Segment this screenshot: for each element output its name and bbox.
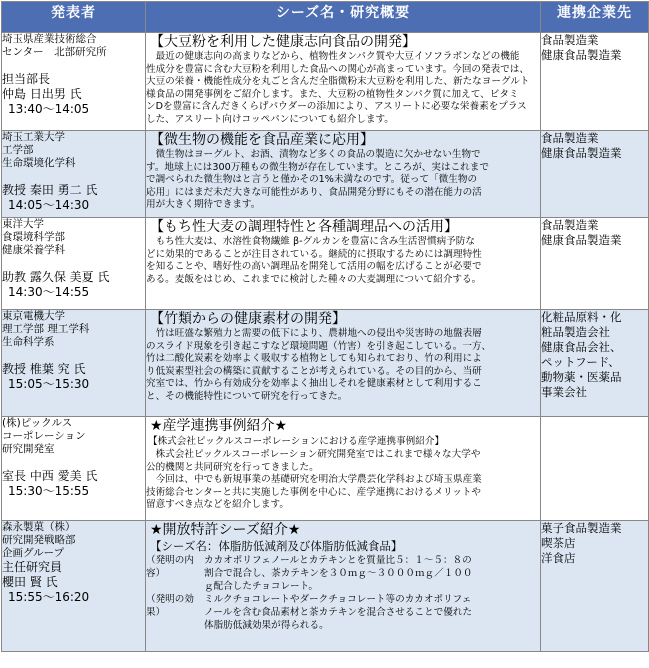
patent-content: （発明の内容） カカオポリフェノールとカテキンとを質量比５：１〜５：８の 割合で混合し、茶カテキンを３０ｍｇ〜３０００ｍｇ／１００ ｇ配合したチョコレート。 (146, 555, 473, 592)
presenter-org: センター 北部研究所 (2, 46, 107, 58)
presenter-org: (株)ピックルス (2, 417, 73, 429)
series-title: 【微生物の機能を食品産業に応用】 (150, 132, 374, 148)
company-cell: 食品製造業 健康食品製造業 (541, 218, 649, 310)
series-text: 微生物はヨーグルト、お酒、漬物など多くの食品の製造に欠かせない生物で す。地球上には300万種もの微生物が存在しています。ところが、実はこれまで で調べられた微生物はと言うと僅かその1%未満なのです。従って「微生物の 応用」にはまだ未だ大きな可能性があり、食品開発分野にもその潜在能力の活 用が大きく期待できます。 (146, 149, 489, 210)
company-cell: 食品製造業 健康食品製造業 (541, 131, 649, 218)
series-cell (146, 417, 541, 521)
presenter-role-name: 教授 椎葉 究 氏 (2, 362, 86, 376)
company-cell: 菓子食品製造業 喫茶店 洋食店 (541, 521, 649, 652)
presenter-cell (2, 417, 146, 521)
company-cell: 食品製造業 健康食品製造業 (541, 33, 649, 131)
presenter-name: 櫻田 賢 氏 (2, 575, 58, 589)
series-title: 【竹類からの健康素材の開発】 (150, 311, 346, 327)
header-presenter: 発表者 (2, 2, 146, 33)
series-text: 最近の健康志向の高まりなどから、植物性タンパク質や大豆イソフラボンなどの機能 性成分を豊富に含む大豆粉を利用した食品への関心が高まっています。今回の発表では、 大豆の栄養・機能性成分を丸ごと含んだ全脂微粉末大豆粉を利用した、新たなヨーグルト 様食品の開発事例をご紹介します。また、大豆粉の植物性タンパク質に加えて、ビタミ ンDを豊富に含んだきくらげパウダーの添加により、アスリートに必要な栄養素をプラス した、アスリート向けコッペパンについても紹介します。 (146, 51, 530, 125)
company-cell (541, 417, 649, 521)
table-row (2, 521, 649, 652)
presenter-org: コーポレーション (2, 430, 86, 442)
series-title: ★産学連携事例紹介★ (150, 418, 288, 434)
presenter-org: 食環境科学部 (2, 231, 65, 243)
series-cell (146, 218, 541, 310)
presenter-time: 13:40〜14:05 (8, 102, 90, 116)
presenter-org: 埼玉県産業技術総合 (2, 33, 97, 45)
header-series: シーズ名・研究概要 (146, 2, 541, 33)
presenter-time: 15:55〜16:20 (8, 590, 90, 604)
presenter-time: 15:05〜15:30 (8, 377, 90, 391)
table-row (2, 33, 649, 131)
presenter-role-name: 室長 中西 愛美 氏 (2, 469, 98, 483)
series-cell (146, 521, 541, 652)
presenter-time: 14:05〜14:30 (8, 198, 90, 212)
table-row (2, 417, 649, 521)
series-text: 株式会社ピックルスコーポレーション研究開発室ではこれまで様々な大学や 公的機関と共同研究を行ってきました。 今回は、中でも新規事業の基礎研究を明治大学農芸化学科および埼玉県産業 技術総合センターと共に実施した事例を中心に、産学連携におけるメリットや 留意すべき点などを紹介します。 (146, 449, 482, 510)
patent-label: （発明の内容） (146, 555, 194, 579)
table-row (2, 218, 649, 310)
patent-title: 【シーズ名：体脂肪低減剤及び体脂肪低減食品】 (150, 539, 403, 553)
seminar-schedule-table (1, 1, 649, 652)
presenter-role-name: 教授 秦田 勇二 氏 (2, 183, 98, 197)
presenter-role: 主任研究員 (2, 560, 63, 574)
series-title: 【もち性大麦の調理特性と各種調理品への活用】 (150, 219, 458, 235)
company-cell: 化粧品原料・化 粧品製造会社 健康食品会社、 ペットフード、 動物薬・医薬品 事業会社 (541, 310, 649, 417)
table-row (2, 310, 649, 417)
series-title: ★開放特許シーズ紹介★ (150, 522, 301, 538)
presenter-role-name: 助教 露久保 美夏 氏 (2, 270, 110, 284)
series-cell (146, 131, 541, 218)
presenter-org: 工学部 (2, 144, 34, 156)
presenter-cell (2, 131, 146, 218)
presenter-org: 研究開発戦略部 (2, 534, 76, 546)
series-text: 竹は旺盛な繁殖力と需要の低下により、農耕地への侵出や災害時の地盤表層 のスライド現象を引き起こすなど環境問題（竹害）を引き起こしている。一方、 竹は二酸化炭素を効率よく吸収する植物としても知られており、竹の利用によ り低炭素型社会の構築に貢献することが考えられている。その目的から、当研 究室では、竹から有効成分を効率よく抽出しそれを健康素材として利用するこ と、その機能特性について研究を行ってきた。 (146, 328, 492, 402)
presenter-org: 企画グループ (2, 547, 65, 559)
presenter-org: 東京電機大学 (2, 310, 65, 322)
presenter-name: 仲島 日出男 氏 (2, 87, 82, 101)
presenter-cell (2, 218, 146, 310)
presenter-org: 森永製菓（株） (2, 521, 76, 533)
header-company: 連携企業先 (541, 2, 649, 33)
presenter-org: 埼玉工業大学 (2, 131, 65, 143)
patent-effect: （発明の効果） ミルクチョコレートやダークチョコレート等のカカオポリフェ ノールを含む食品素材と茶カテキンを混合させることで優れた 体脂肪低減効果が得られる。 (146, 594, 473, 631)
presenter-role: 担当部長 (2, 72, 51, 86)
presenter-cell (2, 310, 146, 417)
series-text: もち性大麦は、水溶性食物繊維 β-グルカンを豊富に含み生活習慣病予防な どに効果的であることが注目されている。継続的に摂取するためには調理特性 を知ることや、嗜好性の高い調理品を開発して活用の幅を広げることが必要で ある。麦飯をはじめ、これまでに検討した種々の大麦調理について紹介する。 (146, 236, 482, 285)
series-subtitle: 【株式会社ピックルスコーポレーションにおける産学連携事例紹介】 (148, 436, 445, 447)
series-title: 【大豆粉を利用した健康志向食品の開発】 (150, 34, 416, 50)
presenter-cell (2, 33, 146, 131)
presenter-time: 14:30〜14:55 (8, 285, 90, 299)
presenter-org: 理工学部 理工学科 (2, 323, 90, 335)
series-cell (146, 310, 541, 417)
presenter-org: 研究開発室 (2, 443, 55, 455)
presenter-org: 健康栄養学科 (2, 244, 65, 256)
series-cell (146, 33, 541, 131)
patent-label: （発明の効果） (146, 594, 194, 618)
presenter-time: 15:30〜15:55 (8, 484, 90, 498)
presenter-cell (2, 521, 146, 652)
table-row (2, 131, 649, 218)
presenter-org: 生命環境化学科 (2, 157, 76, 169)
header-row (2, 2, 649, 33)
presenter-org: 生命科学系 (2, 336, 55, 348)
presenter-org: 東洋大学 (2, 218, 44, 230)
